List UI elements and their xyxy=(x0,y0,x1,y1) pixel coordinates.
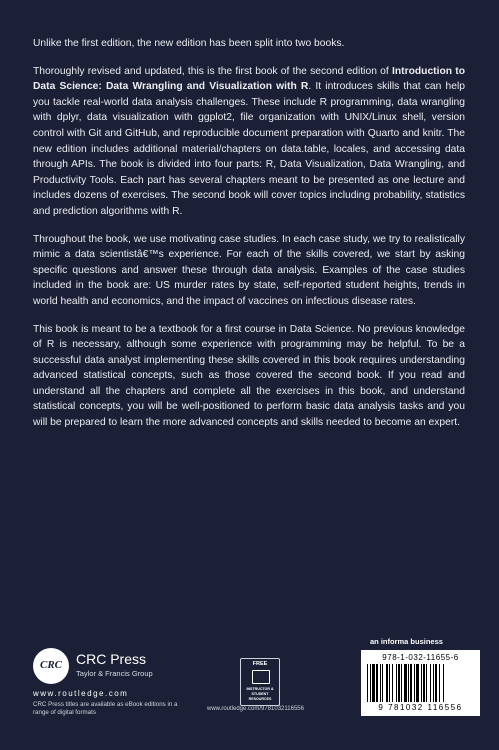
barcode-bar xyxy=(389,664,390,702)
barcode-bar xyxy=(414,664,415,702)
barcode-bar xyxy=(439,664,440,702)
publisher-name: CRC Press xyxy=(76,651,147,667)
barcode-bar xyxy=(370,664,371,702)
blurb-paragraph-4: This book is meant to be a textbook for a first course in Data Science. No previous knowledge of R is necessary, although some experience with programming may be helpful. To be a successful data analyst implementing these skills covered in this book requires understanding advanced statistical concepts, such as those covered the second book. If you read and understand all the chapters and complete all the exercises in this book, and understand statistical concepts, you will be well-positioned to perform basic data analysis tasks and you will be prepared to learn the more advanced concepts and skills needed to become an expert. xyxy=(33,323,465,429)
barcode-bar xyxy=(382,664,383,702)
publisher-group: Taylor & Francis Group xyxy=(76,669,153,678)
barcode-bar xyxy=(426,664,427,702)
barcode-bar xyxy=(392,664,393,702)
barcode-bar xyxy=(430,664,431,702)
barcode-bar xyxy=(380,664,381,702)
blurb-paragraph-3: Throughout the book, we use motivating case studies. In each case study, we try to realistically mimic a data scientistâ€™s experience. For each of the skills covered, we start by asking specific questions and answer these through data analysis. Examples of the case studies included in the book are: US murder rates by state, self-reported student heights, trends in world health and economics, and the impact of vaccines on infectious disease rates. xyxy=(33,233,465,307)
isbn-barcode xyxy=(361,650,480,716)
free-resources-badge xyxy=(240,658,280,706)
free-label: FREE xyxy=(252,661,268,667)
barcode-bar xyxy=(372,664,375,702)
monitor-icon xyxy=(252,670,270,684)
barcode-bar xyxy=(433,664,434,702)
barcode-bar xyxy=(423,664,425,702)
book-url: www.routledge.com/9781032116556 xyxy=(207,706,304,712)
barcode-number: 9 781032 116556 xyxy=(378,703,463,712)
blurb-p2-intro: Thoroughly revised and updated, this is the first book of the second edition of xyxy=(33,65,392,77)
barcode-bars xyxy=(367,664,474,702)
informa-tagline: an informa business xyxy=(370,637,443,646)
barcode-bar xyxy=(410,664,412,702)
blurb-p2-body: . It introduces skills that can help you tackle real-world data analysis challenges. These include R programming, data wrangling with dplyr, data visualization with ggplot2, file organization with UNIX/Linux shell, version control with Git and GitHub, and reproducible document preparation with Quarto and knitr. The new edition includes additional material/chapters on data.table, locales, and accessing data through APIs. The book is divided into four parts: R, Data Visualization, Data Wrangling, and Productivity Tools. Each part has several chapters meant to be presented as one lecture and includes dozens of exercises. The second book will cover topics including probability, statistics and prediction algorithms with R. xyxy=(33,81,465,217)
barcode-bar xyxy=(398,664,400,702)
crc-press-logo xyxy=(33,648,69,684)
barcode-bar xyxy=(386,664,388,702)
blurb-paragraph-1: Unlike the first edition, the new edition has been split into two books. xyxy=(33,38,345,49)
barcode-bar xyxy=(396,664,397,702)
barcode-bar xyxy=(421,664,422,702)
barcode-bar xyxy=(443,664,444,702)
isbn-text: 978-1-032-11655-6 xyxy=(382,653,459,662)
barcode-bar xyxy=(376,664,378,702)
barcode-bar xyxy=(435,664,437,702)
back-cover-blurb xyxy=(33,36,465,443)
barcode-bar xyxy=(401,664,402,702)
barcode-bar xyxy=(408,664,409,702)
barcode-bar xyxy=(404,664,407,702)
ebook-note: CRC Press titles are available as eBook editions in a range of digital formats xyxy=(33,701,178,716)
blurb-paragraph-2 xyxy=(33,64,465,220)
book-title: Introduction to Data Science: Data Wrangling and Visualization with R xyxy=(33,65,465,93)
resources-label: INSTRUCTOR & STUDENT RESOURCES xyxy=(246,687,274,701)
publisher-website: www.routledge.com xyxy=(33,689,129,698)
crc-logo-text: CRC xyxy=(39,659,62,671)
barcode-bar xyxy=(367,664,368,702)
barcode-bar xyxy=(416,664,419,702)
